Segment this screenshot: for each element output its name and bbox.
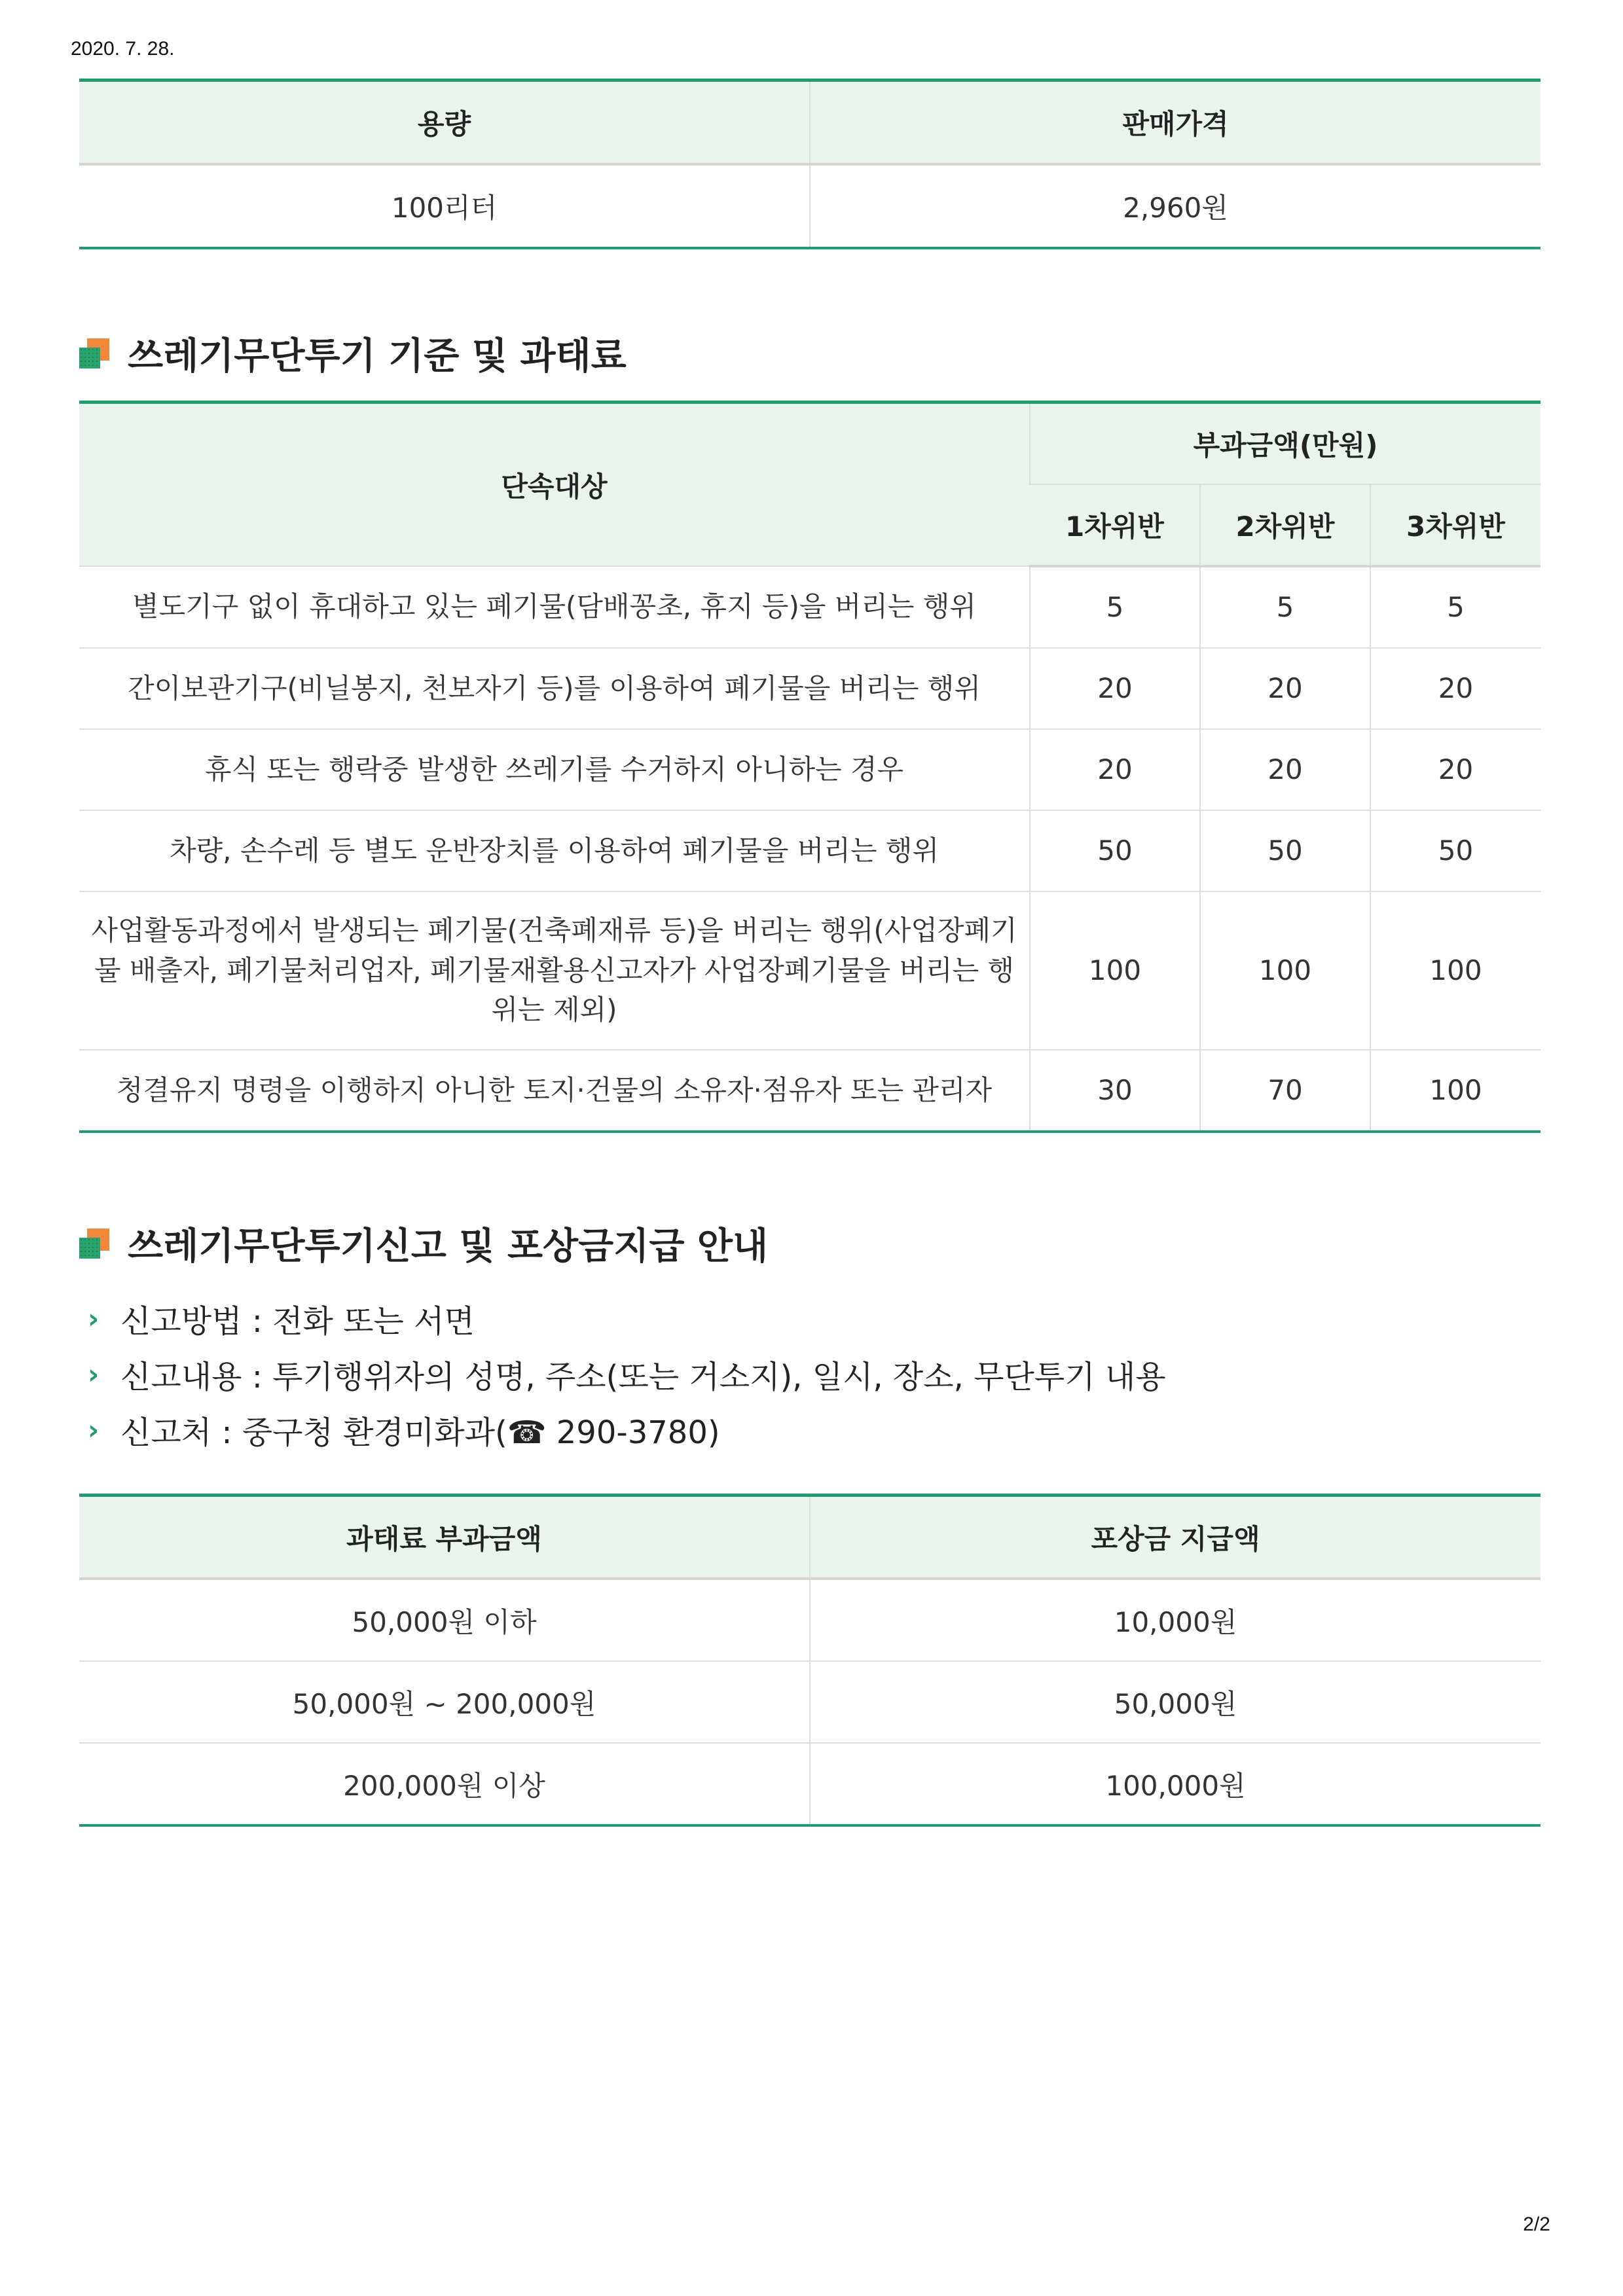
cell-violation-2: 20 — [1200, 729, 1370, 810]
cell-violation-1: 5 — [1030, 566, 1200, 648]
list-item — [88, 1402, 1166, 1458]
cell-reward-amount: 10,000원 — [810, 1579, 1541, 1661]
column-header-violation-2: 2차위반 — [1200, 484, 1370, 566]
cell-target: 차량, 손수레 등 별도 운반장치를 이용하여 폐기물을 버리는 행위 — [79, 810, 1030, 891]
cell-price: 2,960원 — [810, 164, 1541, 248]
cell-fine-amount: 50,000원 ~ 200,000원 — [79, 1661, 810, 1743]
reward-table — [79, 1494, 1541, 1827]
cell-violation-2: 100 — [1200, 891, 1370, 1050]
section-title-fines — [79, 327, 627, 380]
table-header-row — [79, 81, 1541, 165]
table-row — [79, 164, 1541, 248]
print-date: 2020. 7. 28. — [71, 38, 175, 60]
column-header-capacity: 용량 — [79, 81, 810, 165]
cell-violation-3: 20 — [1370, 729, 1541, 810]
table-row — [79, 1579, 1541, 1661]
cell-violation-1: 20 — [1030, 729, 1200, 810]
fine-table — [79, 401, 1541, 1133]
table-row — [79, 1661, 1541, 1743]
list-item — [88, 1346, 1166, 1402]
chevron-right-icon: › — [88, 1358, 100, 1390]
column-header-violation-3: 3차위반 — [1370, 484, 1541, 566]
cell-target: 별도기구 없이 휴대하고 있는 폐기물(담배꽁초, 휴지 등)을 버리는 행위 — [79, 566, 1030, 648]
cell-violation-2: 70 — [1200, 1050, 1370, 1132]
section-title-report — [79, 1217, 768, 1270]
table-row — [79, 648, 1541, 729]
page-number: 2/2 — [1523, 2214, 1550, 2235]
cell-violation-2: 50 — [1200, 810, 1370, 891]
table-header-row — [79, 403, 1541, 485]
cell-fine-amount: 200,000원 이상 — [79, 1743, 810, 1825]
square-bullet-icon — [79, 338, 109, 368]
list-item-text: 신고처 : 중구청 환경미화과(☎ 290-3780) — [120, 1414, 720, 1451]
cell-violation-3: 50 — [1370, 810, 1541, 891]
table-header-row — [79, 1496, 1541, 1579]
cell-violation-3: 5 — [1370, 566, 1541, 648]
cell-violation-3: 100 — [1370, 891, 1541, 1050]
cell-violation-1: 30 — [1030, 1050, 1200, 1132]
cell-reward-amount: 100,000원 — [810, 1743, 1541, 1825]
cell-violation-1: 100 — [1030, 891, 1200, 1050]
report-info-list — [88, 1291, 1166, 1458]
column-header-fine-amount: 과태료 부과금액 — [79, 1496, 810, 1579]
cell-fine-amount: 50,000원 이하 — [79, 1579, 810, 1661]
table-row — [79, 729, 1541, 810]
chevron-right-icon: › — [88, 1302, 100, 1335]
column-header-price: 판매가격 — [810, 81, 1541, 165]
price-table — [79, 79, 1541, 249]
cell-capacity: 100리터 — [79, 164, 810, 248]
chevron-right-icon: › — [88, 1414, 100, 1446]
cell-target: 청결유지 명령을 이행하지 아니한 토지·건물의 소유자·점유자 또는 관리자 — [79, 1050, 1030, 1132]
square-bullet-icon — [79, 1229, 109, 1259]
cell-violation-3: 100 — [1370, 1050, 1541, 1132]
cell-target: 사업활동과정에서 발생되는 폐기물(건축폐재류 등)을 버리는 행위(사업장폐기물 배출자, 폐기물처리업자, 폐기물재활용신고자가 사업장폐기물을 버리는 행위는 제외) — [79, 891, 1030, 1050]
column-header-violation-1: 1차위반 — [1030, 484, 1200, 566]
table-row — [79, 1050, 1541, 1132]
cell-violation-2: 5 — [1200, 566, 1370, 648]
list-item — [88, 1291, 1166, 1346]
column-header-amount: 부과금액(만원) — [1030, 403, 1541, 485]
table-row — [79, 891, 1541, 1050]
list-item-text: 신고내용 : 투기행위자의 성명, 주소(또는 거소지), 일시, 장소, 무단투기 내용 — [120, 1359, 1166, 1395]
list-item-text: 신고방법 : 전화 또는 서면 — [120, 1303, 475, 1340]
cell-violation-1: 50 — [1030, 810, 1200, 891]
cell-target: 간이보관기구(비닐봉지, 천보자기 등)를 이용하여 폐기물을 버리는 행위 — [79, 648, 1030, 729]
section-title-text: 쓰레기무단투기신고 및 포상금지급 안내 — [128, 1225, 769, 1268]
cell-target: 휴식 또는 행락중 발생한 쓰레기를 수거하지 아니하는 경우 — [79, 729, 1030, 810]
cell-violation-3: 20 — [1370, 648, 1541, 729]
table-row — [79, 810, 1541, 891]
section-title-text: 쓰레기무단투기 기준 및 과태료 — [128, 335, 627, 378]
table-row — [79, 566, 1541, 648]
cell-violation-1: 20 — [1030, 648, 1200, 729]
cell-reward-amount: 50,000원 — [810, 1661, 1541, 1743]
column-header-target: 단속대상 — [79, 403, 1030, 567]
cell-violation-2: 20 — [1200, 648, 1370, 729]
column-header-reward-amount: 포상금 지급액 — [810, 1496, 1541, 1579]
table-row — [79, 1743, 1541, 1825]
